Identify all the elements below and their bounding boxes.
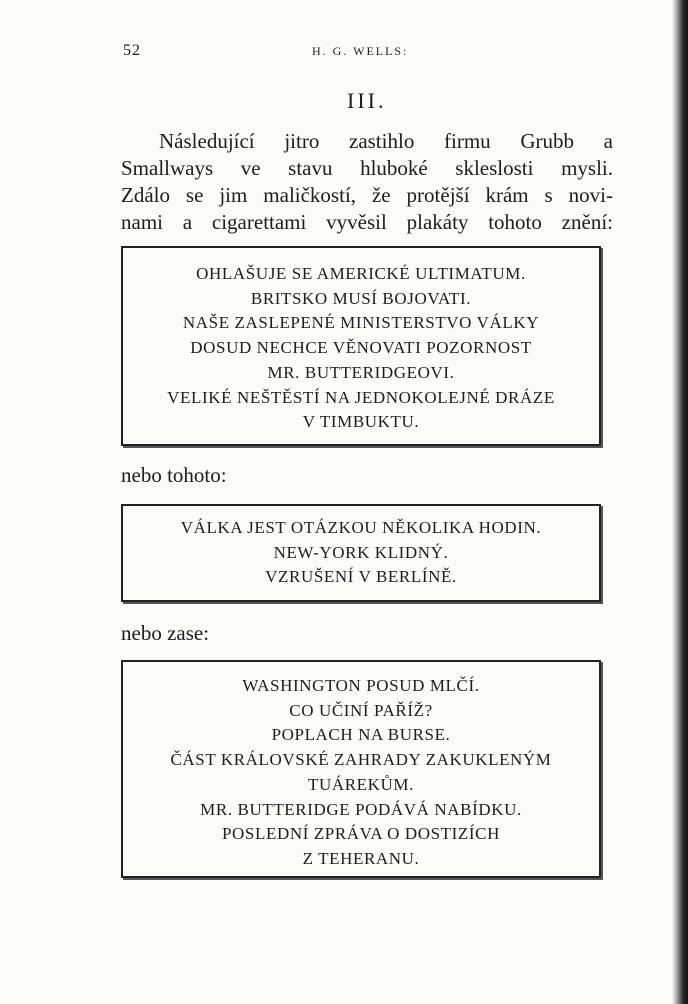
poster-line: V TIMBUKTU. [302, 412, 420, 432]
poster-line: VELIKÉ NEŠTĚSTÍ NA JEDNOKOLEJNÉ DRÁZE [167, 387, 555, 407]
poster-line: BRITSKO MUSÍ BOJOVATI. [250, 288, 472, 308]
poster-line: OHLAŠUJE SE AMERICKÉ ULTIMATUM. [196, 264, 526, 283]
chapter-number: III. [347, 88, 387, 113]
poster-line: POPLACH NA BURSE. [271, 725, 451, 745]
poster-line: NEW-YORK KLIDNÝ. [273, 542, 449, 562]
poster-line: WASHINGTON POSUD MLČÍ. [242, 676, 480, 695]
poster-line: CO UČINÍ PAŘÍŽ? [289, 700, 433, 720]
poster-line: NAŠE ZASLEPENÉ MINISTERSTVO VÁLKY [182, 313, 540, 333]
poster-box-1 [121, 246, 601, 446]
intro-line: Následující jitro zastihlo firmu Grubb a [159, 129, 613, 153]
intro-paragraph [121, 128, 613, 236]
intro-line: Zdálo se jim maličkostí, že protější krám s novi- [121, 183, 613, 207]
poster-line: DOSUD NECHCE VĚNOVATI POZORNOST [190, 338, 532, 358]
page-number: 52 [123, 42, 141, 59]
connector-text-1: nebo tohoto: [121, 463, 227, 487]
poster-line: POSLEDNÍ ZPRÁVA O DOSTIZÍCH [222, 824, 500, 844]
poster-line: Z TEHERANU. [302, 848, 420, 868]
poster-line: MR. BUTTERIDGEOVI. [267, 362, 455, 382]
running-head: H. G. WELLS: [312, 44, 409, 58]
poster-box-3 [121, 660, 601, 878]
poster-line: ČÁST KRÁLOVSKÉ ZAHRADY ZAKUKLENÝM [170, 750, 552, 770]
poster-box-2 [121, 504, 601, 602]
poster-line: VÁLKA JEST OTÁZKOU NĚKOLIKA HODIN. [180, 518, 542, 537]
page-edge-shadow [672, 0, 688, 1004]
intro-line: Smallways ve stavu hluboké skleslosti mysli. [121, 156, 613, 180]
connector-text-2: nebo zase: [121, 621, 210, 645]
poster-line: VZRUŠENÍ V BERLÍNĚ. [265, 567, 457, 587]
intro-line: nami a cigarettami vyvěsil plakáty tohoto znění: [121, 210, 613, 234]
poster-line: MR. BUTTERIDGE PODÁVÁ NABÍDKU. [200, 799, 522, 819]
poster-line: TUÁREKŮM. [308, 774, 414, 794]
